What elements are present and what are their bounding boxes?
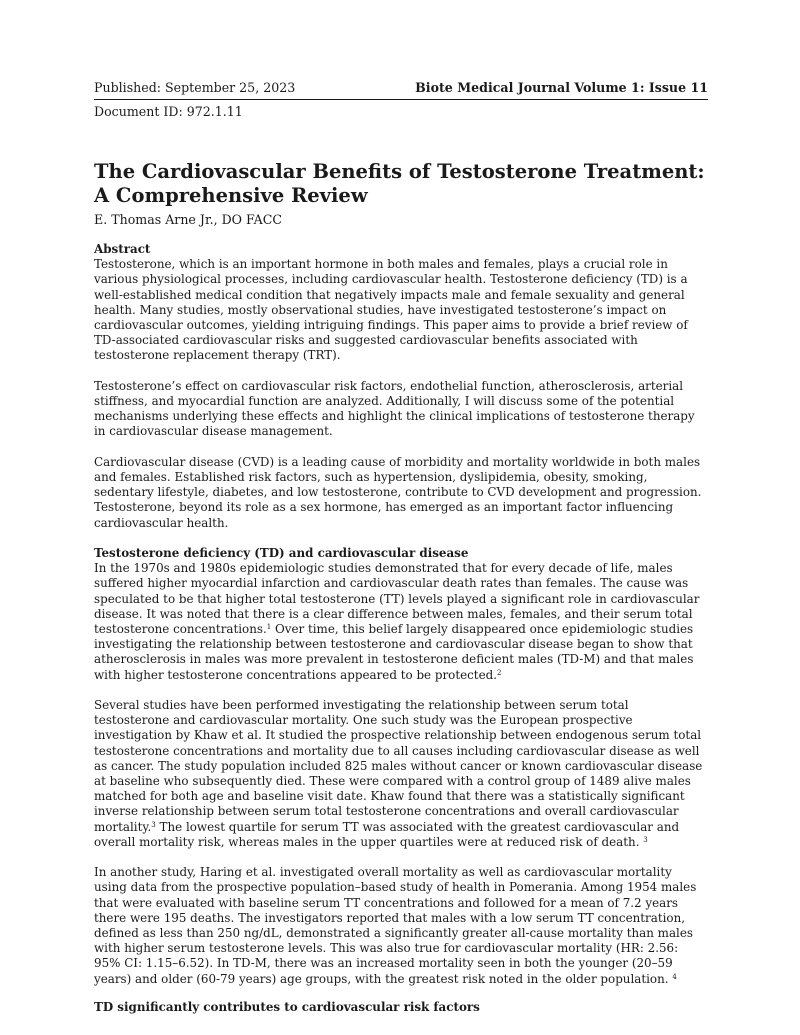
section-heading-risk-factors: TD significantly contributes to cardiovascular risk factors xyxy=(94,999,480,1014)
citation-3a: 3 xyxy=(151,820,156,829)
paper-title: The Cardiovascular Benefits of Testosterone Treatment: A Comprehensive Review xyxy=(94,160,705,207)
paper-body xyxy=(94,242,706,1015)
abstract-heading: Abstract xyxy=(94,242,151,256)
abstract-paragraph-2: Testosterone’s effect on cardiovascular risk factors, endothelial function, atherosclerosis, arterial stiffness, and myocardial function are analyzed. Additionally, I will discuss some of the potential mechanisms underlying these effects and highlight the clinical implications of testosterone therapy in cardiovascular disease management. xyxy=(94,378,695,439)
author-line: E. Thomas Arne Jr., DO FACC xyxy=(94,212,283,227)
abstract-paragraph-3: Cardiovascular disease (CVD) is a leading cause of morbidity and mortality worldwide in both males and females. Established risk factors, such as hypertension, dyslipidemia, obesity, smoking, sedentary lifestyle, diabetes, and low testosterone, contribute to CVD development and progression. Testosterone, beyond its role as a sex hormone, has emerged as an important factor influencing cardiovascular health. xyxy=(94,454,702,530)
citation-3b: 3 xyxy=(643,835,648,844)
citation-1: 1 xyxy=(266,623,272,632)
document-id: Document ID: 972.1.11 xyxy=(94,104,243,119)
section1-p2-text-b: The lowest quartile for serum TT was associated with the greatest cardiovascular and overall mortality risk, whereas males in the upper quartiles were at reduced risk of death. xyxy=(94,819,680,849)
citation-2: 2 xyxy=(497,668,502,677)
section1-paragraph-1 xyxy=(94,561,706,683)
section1-p3-text: In another study, Haring et al. investigated overall mortality as well as cardiovascular mortality using data from the prospective population–based study of health in Pomerania. Among 1954 males that were evaluated with baseline serum TT concentrations and followed for a mean of 7.2 years there were 195 deaths. The investigators reported that males with a low serum TT concentration, defined as less than 250 ng/dL, demonstrated a significantly greater all-cause mortality than males with higher serum testosterone levels. This was also true for cardiovascular mortality (HR: 2.56: 95% CI: 1.15–6.52). In TD-M, there was an increased mortality seen in both the younger (20–59 years) and older (60-79 years) age groups, with the greatest risk noted in the older population. xyxy=(94,865,697,986)
section1-p2-text-a: Several studies have been performed investigating the relationship between serum total testosterone and cardiovascular mortality. One such study was the European prospective investigation by Khaw et al. It studied the prospective relationship between endogenous serum total testosterone concentrations and mortality due to all causes including cardiovascular disease as well as cancer. The study population included 825 males without cancer or known cardiovascular disease at baseline who subsequently died. These were compared with a control group of 1489 alive males matched for both age and baseline visit date. Khaw found that there was a statistically significant inverse relationship between serum total testosterone concentrations and overall cardiovascular mortality. xyxy=(94,698,703,834)
section1-paragraph-2 xyxy=(94,698,706,850)
running-header xyxy=(94,79,708,96)
citation-4: 4 xyxy=(672,972,677,981)
abstract-paragraph-1: Testosterone, which is an important hormone in both males and females, plays a crucial role in various physiological processes, including cardiovascular health. Testosterone deficiency (TD) is a well-established medical condition that negatively impacts male and female sexuality and general health. Many studies, mostly observational studies, have investigated testosterone’s impact on cardiovascular outcomes, yielding intriguing findings. This paper aims to provide a brief review of TD-associated cardiovascular risks and suggested cardiovascular benefits associated with testosterone replacement therapy (TRT). xyxy=(94,257,688,363)
header-divider xyxy=(94,99,708,100)
published-date: Published: September 25, 2023 xyxy=(94,80,296,95)
section1-p1-text-a: In the 1970s and 1980s epidemiologic studies demonstrated that for every decade of life, males suffered higher myocardial infarction and cardiovascular death rates than females. The cause was speculated to be that higher total testosterone (TT) levels played a significant role in cardiovascular disease. It was noted that there is a clear difference between males, females, and their serum total testosterone concentrations. xyxy=(94,561,700,637)
section-heading-td-cvd: Testosterone deficiency (TD) and cardiovascular disease xyxy=(94,546,469,561)
journal-name: Biote Medical Journal Volume 1: Issue 11 xyxy=(415,80,708,95)
section1-p1-text-b: Over time, this belief largely disappeared once epidemiologic studies investigating the relationship between testosterone and cardiovascular disease began to show that atherosclerosis in males was more prevalent in testosterone deficient males (TD-M) and that males with higher testosterone concentrations appeared to be protected. xyxy=(94,622,694,682)
section1-paragraph-3 xyxy=(94,865,706,987)
